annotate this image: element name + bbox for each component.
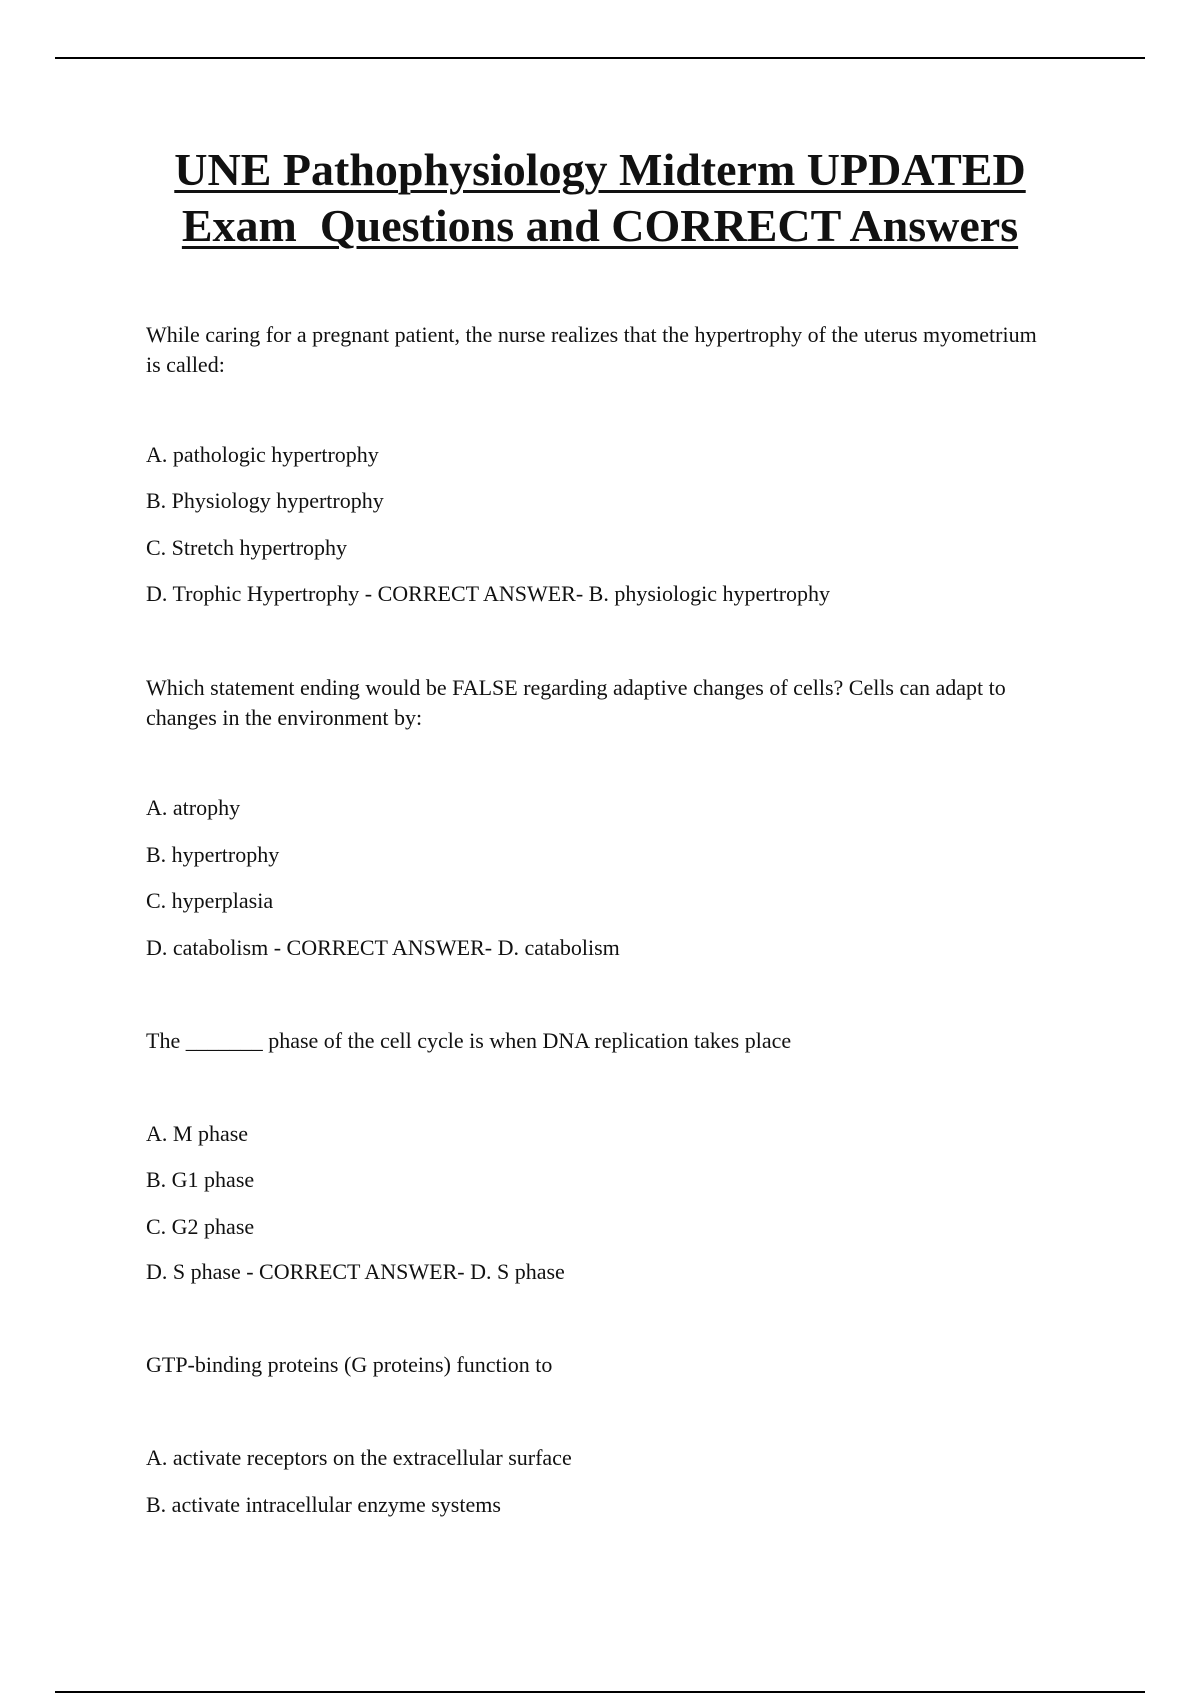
question-1-option-a: A. pathologic hypertrophy <box>146 442 379 467</box>
question-2-option-d: D. catabolism - CORRECT ANSWER- D. catabolism <box>146 935 620 960</box>
header-rule <box>55 57 1145 59</box>
question-4-option-a: A. activate receptors on the extracellular surface <box>146 1445 572 1470</box>
question-3-option-c: C. G2 phase <box>146 1214 255 1239</box>
title-line-1: UNE Pathophysiology Midterm UPDATED <box>174 144 1026 195</box>
question-1-prompt: While caring for a pregnant patient, the nurse realizes that the hypertrophy of the uterus myometrium is called: <box>146 322 1037 377</box>
question-2-option-a: A. atrophy <box>146 795 241 820</box>
question-4-prompt: GTP-binding proteins (G proteins) function to <box>146 1352 553 1377</box>
question-2-option-b: B. hypertrophy <box>146 842 280 867</box>
document-title <box>60 142 1140 254</box>
footer-rule <box>55 1691 1145 1693</box>
question-1-option-d: D. Trophic Hypertrophy - CORRECT ANSWER- B. physiologic hypertrophy <box>146 581 831 606</box>
question-2-prompt: Which statement ending would be FALSE regarding adaptive changes of cells? Cells can adapt to changes in the environment by: <box>146 675 1006 730</box>
question-4-option-b: B. activate intracellular enzyme systems <box>146 1492 501 1517</box>
question-2-option-c: C. hyperplasia <box>146 888 274 913</box>
question-1-option-c: C. Stretch hypertrophy <box>146 535 348 560</box>
question-3-option-d: D. S phase - CORRECT ANSWER- D. S phase <box>146 1259 565 1284</box>
question-1-option-b: B. Physiology hypertrophy <box>146 488 384 513</box>
question-3-option-a: A. M phase <box>146 1121 249 1146</box>
question-3-prompt: The _______ phase of the cell cycle is when DNA replication takes place <box>146 1028 792 1053</box>
question-3-option-b: B. G1 phase <box>146 1167 255 1192</box>
title-line-2: Exam Questions and CORRECT Answers <box>181 200 1019 251</box>
